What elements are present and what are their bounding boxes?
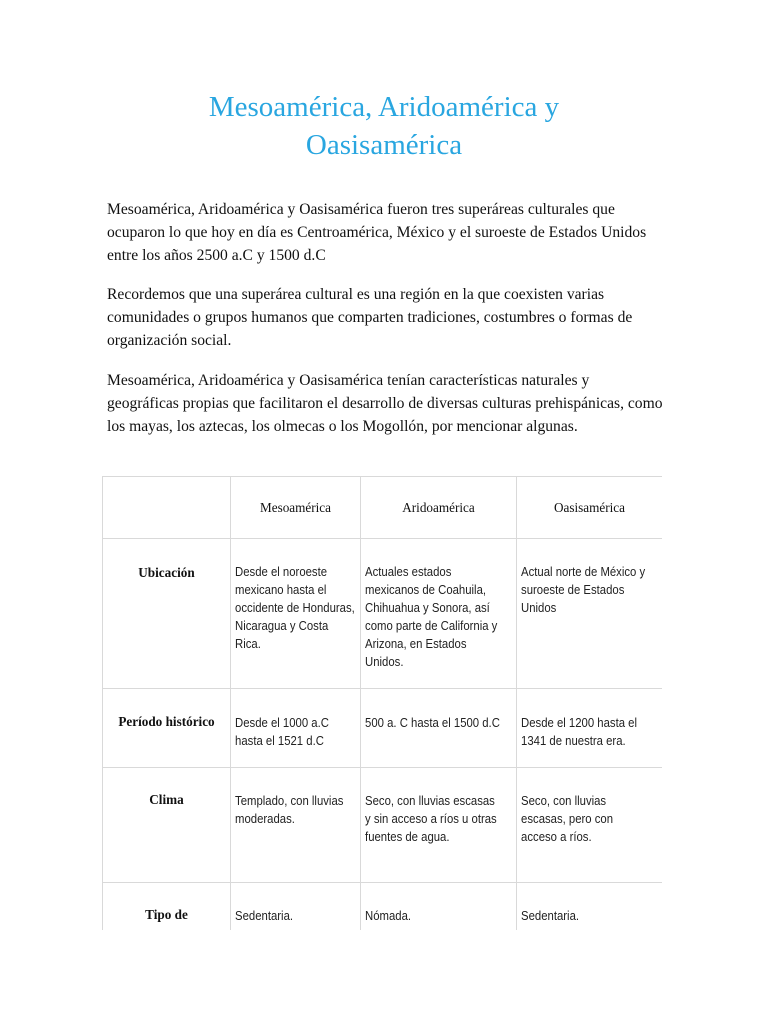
row-label: Clima bbox=[149, 792, 184, 807]
page-title: Mesoamérica, Aridoamérica y Oasisamérica bbox=[208, 91, 560, 161]
cell-text: Desde el 1200 hasta el 1341 de nuestra era. bbox=[520, 716, 637, 748]
table-row bbox=[103, 539, 663, 689]
table-row bbox=[103, 768, 663, 883]
row-label: Ubicación bbox=[138, 565, 195, 580]
table-header-empty bbox=[103, 477, 231, 539]
cell-text: Nómada. bbox=[364, 909, 411, 923]
intro-paragraph: Mesoamérica, Aridoamérica y Oasisamérica fueron tres superáreas culturales que ocuparon lo que hoy en día es Centroamérica, México y el suroeste de Estados Unidos entre los años 2500 a.C y 1500 d.C bbox=[107, 201, 647, 264]
table-cell bbox=[517, 768, 648, 883]
cell-text: Actuales estados mexicanos de Coahuila, Chihuahua y Sonora, así como parte de California y Arizona, en Estados Unidos. bbox=[364, 565, 497, 669]
comparison-table bbox=[102, 476, 662, 930]
table-cell bbox=[231, 883, 348, 931]
row-label-cell bbox=[103, 883, 231, 931]
table-cell bbox=[517, 539, 648, 689]
comparison-table-wrapper bbox=[102, 476, 662, 930]
cell-text: Desde el 1000 a.C hasta el 1521 d.C bbox=[234, 716, 329, 748]
table-cell bbox=[231, 768, 348, 883]
table-cell bbox=[517, 883, 648, 931]
cell-text: Seco, con lluvias escasas, pero con acceso a ríos. bbox=[520, 794, 613, 844]
cell-text: Desde el noroeste mexicano hasta el occidente de Honduras, Nicaragua y Costa Rica. bbox=[234, 565, 355, 651]
definition-paragraph: Recordemos que una superárea cultural es una región en la que coexisten varias comunidades o grupos humanos que comparten tradiciones, costumbres o formas de organización social. bbox=[107, 286, 633, 349]
row-label-cell bbox=[103, 768, 231, 883]
table-cell bbox=[517, 689, 648, 768]
row-label-cell bbox=[103, 539, 231, 689]
table-cell bbox=[361, 539, 501, 689]
table-cell bbox=[231, 539, 355, 689]
cell-text: Templado, con lluvias moderadas. bbox=[234, 794, 343, 826]
cell-text: Sedentaria. bbox=[234, 909, 293, 923]
cell-text: Seco, con lluvias escasas y sin acceso a ríos u otras fuentes de agua. bbox=[364, 794, 497, 844]
table-row bbox=[103, 689, 663, 768]
table-header-row bbox=[103, 477, 663, 539]
table-header-oasisamerica: Oasisamérica bbox=[517, 477, 663, 539]
row-label-cell bbox=[103, 689, 231, 768]
cell-text: 500 a. C hasta el 1500 d.C bbox=[364, 716, 500, 730]
row-label: Período histórico bbox=[118, 714, 215, 729]
row-label: Tipo de bbox=[145, 907, 188, 922]
table-cell bbox=[361, 883, 501, 931]
characteristics-paragraph: Mesoamérica, Aridoamérica y Oasisamérica tenían características naturales y geográficas propias que facilitaron el desarrollo de diversas culturas prehispánicas, como los mayas, los aztecas, los olmecas o los Mogollón, por mencionar algunas. bbox=[107, 372, 663, 435]
table-row bbox=[103, 883, 663, 931]
table-cell bbox=[361, 689, 501, 768]
cell-text: Actual norte de México y suroeste de Estados Unidos bbox=[520, 565, 645, 615]
cell-text: Sedentaria. bbox=[520, 909, 579, 923]
table-header-aridoamerica: Aridoamérica bbox=[361, 477, 517, 539]
table-header-mesoamerica: Mesoamérica bbox=[231, 477, 361, 539]
table-cell bbox=[231, 689, 348, 768]
table-cell bbox=[361, 768, 501, 883]
